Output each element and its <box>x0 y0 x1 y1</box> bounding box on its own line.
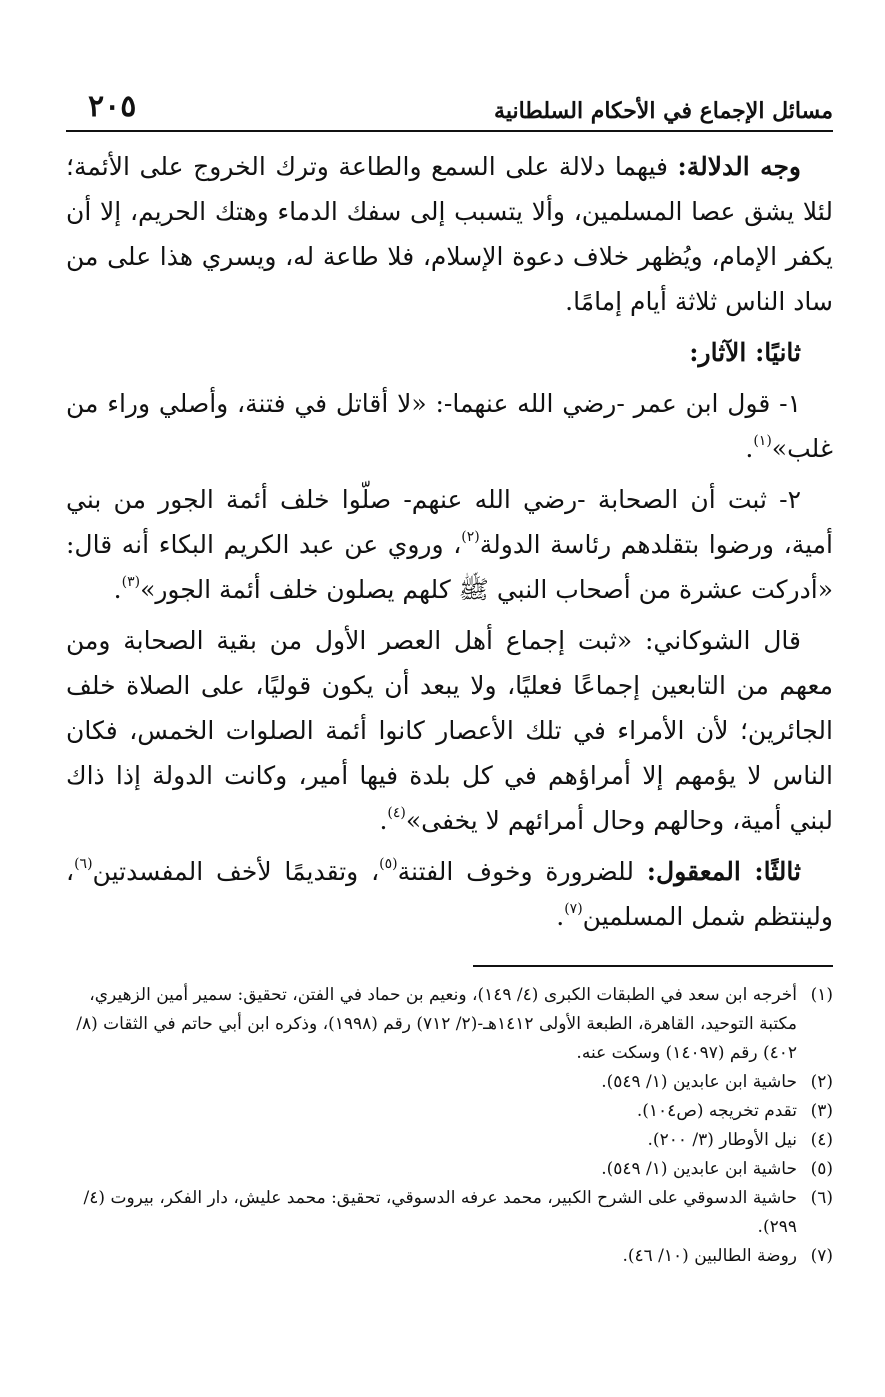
footnote-number: (٥) <box>810 1159 833 1179</box>
footnote-text: حاشية الدسوقي على الشرح الكبير، محمد عرفه الدسوقي، تحقيق: محمد عليش، دار الفكر، بيروت (٤/ ٢٩٩). <box>83 1188 797 1237</box>
footnote-2 <box>66 1068 833 1097</box>
footnote-ref-5[interactable]: (٥) <box>379 856 398 872</box>
footnote-ref-7[interactable]: (٧) <box>564 901 583 917</box>
footnote-ref-2[interactable]: (٢) <box>461 529 480 545</box>
evidence-text: فيهما دلالة على السمع والطاعة وترك الخروج على الأئمة؛ لئلا يشق عصا المسلمين، وألا يتسبب إلى سفك الدماء وهتك الحريم، إلا أن يكفر الإمام، ويُظهر خلاف دعوة الإسلام، فلا طاعة له، ويسري هذا على من ساد الناس ثلاثة أيام إمامًا. <box>66 152 833 316</box>
footnote-4 <box>66 1126 833 1155</box>
reason-label: ثالثًا: المعقول: <box>646 857 801 886</box>
reason-end: . <box>556 902 565 931</box>
reason-text-a: للضرورة وخوف الفتنة <box>397 857 647 886</box>
footnote-6 <box>66 1184 833 1242</box>
athar-2-text-b: ، وروي عن عبد الكريم البكاء أنه قال: «أدركت عشرة من أصحاب النبي ﷺ كلهم يصلون خلف أئمة الجور» <box>66 530 833 604</box>
athar-1-text: ١- قول ابن عمر -رضي الله عنهما-: «لا أقاتل في فتنة، وأصلي وراء من غلب» <box>66 389 833 463</box>
athar-2-text-a: ٢- ثبت أن الصحابة -رضي الله عنهم- صلّوا خلف أئمة الجور من بني أمية، ورضوا بتقلدهم رئاسة الدولة <box>66 485 833 559</box>
running-title: مسائل الإجماع في الأحكام السلطانية <box>494 98 833 124</box>
shawkani-end: . <box>379 806 388 835</box>
footnote-7 <box>66 1242 833 1271</box>
page-number: ٢٠٥ <box>88 89 137 124</box>
footnote-text: حاشية ابن عابدين (١/ ٥٤٩). <box>601 1072 797 1092</box>
footnote-5 <box>66 1155 833 1184</box>
running-header <box>66 84 833 132</box>
footnote-ref-3[interactable]: (٣) <box>121 574 141 590</box>
footnote-number: (٣) <box>810 1101 833 1121</box>
paragraph-athar-2 <box>66 477 833 612</box>
footnote-number: (٦) <box>810 1188 833 1208</box>
shawkani-text: قال الشوكاني: «ثبت إجماع أهل العصر الأول من بقية الصحابة ومن معهم من التابعين إجماعًا فعليًا، ولا يبعد أن يكون قوليًا، على الصلاة خلف الجائرين؛ لأن الأمراء في تلك الأعصار كانوا أئمة الصلوات الخمس، فكان الناس لا يؤمهم إلا أمراؤهم في كل بلدة فيها أمير، وكانت الدولة إذا ذاك لبني أمية، وحالهم وحال أمرائهم لا يخفى» <box>66 626 833 835</box>
footnote-3 <box>66 1097 833 1126</box>
footnote-text: حاشية ابن عابدين (١/ ٥٤٩). <box>601 1159 797 1179</box>
footnote-ref-1[interactable]: (١) <box>753 433 772 449</box>
footnotes <box>66 981 833 1271</box>
evidence-label: وجه الدلالة: <box>677 152 802 181</box>
athar-2-end: . <box>113 575 122 604</box>
paragraph-athar-1 <box>66 381 833 471</box>
footnote-text: نيل الأوطار (٣/ ٢٠٠). <box>647 1130 797 1150</box>
footnote-number: (٧) <box>810 1246 833 1266</box>
footnote-1 <box>66 981 833 1068</box>
paragraph-reason <box>66 849 833 939</box>
section-heading-athar: ثانيًا: الآثار: <box>689 338 801 367</box>
footnote-ref-4[interactable]: (٤) <box>387 805 406 821</box>
footnote-text: روضة الطالبين (١٠/ ٤٦). <box>622 1246 797 1266</box>
footnote-text: أخرجه ابن سعد في الطبقات الكبرى (٤/ ١٤٩)، ونعيم بن حماد في الفتن، تحقيق: سمير أمين الزهيري، مكتبة التوحيد، القاهرة، الطبعة الأولى ١٤١٢هـ-(٢/ ٧١٢) رقم (١٩٩٨)، وذكره ابن أبي حاتم في الثقات (٨/ ٤٠٢) رقم (١٤٠٩٧) وسكت عنه. <box>76 985 797 1063</box>
footnote-ref-6[interactable]: (٦) <box>74 856 93 872</box>
footnote-number: (٤) <box>810 1130 833 1150</box>
reason-text-b: ، وتقديمًا لأخف المفسدتين <box>92 857 380 886</box>
main-text <box>66 144 833 939</box>
footnote-number: (٢) <box>810 1072 833 1092</box>
footnote-divider <box>473 965 833 967</box>
footnote-number: (١) <box>810 985 833 1005</box>
paragraph-shawkani <box>66 618 833 843</box>
reason-text-c: ، ولينتظم شمل المسلمين <box>66 857 833 931</box>
footnote-text: تقدم تخريجه (ص١٠٤). <box>636 1101 797 1121</box>
athar-1-end: . <box>745 434 754 463</box>
paragraph-evidence <box>66 144 833 324</box>
